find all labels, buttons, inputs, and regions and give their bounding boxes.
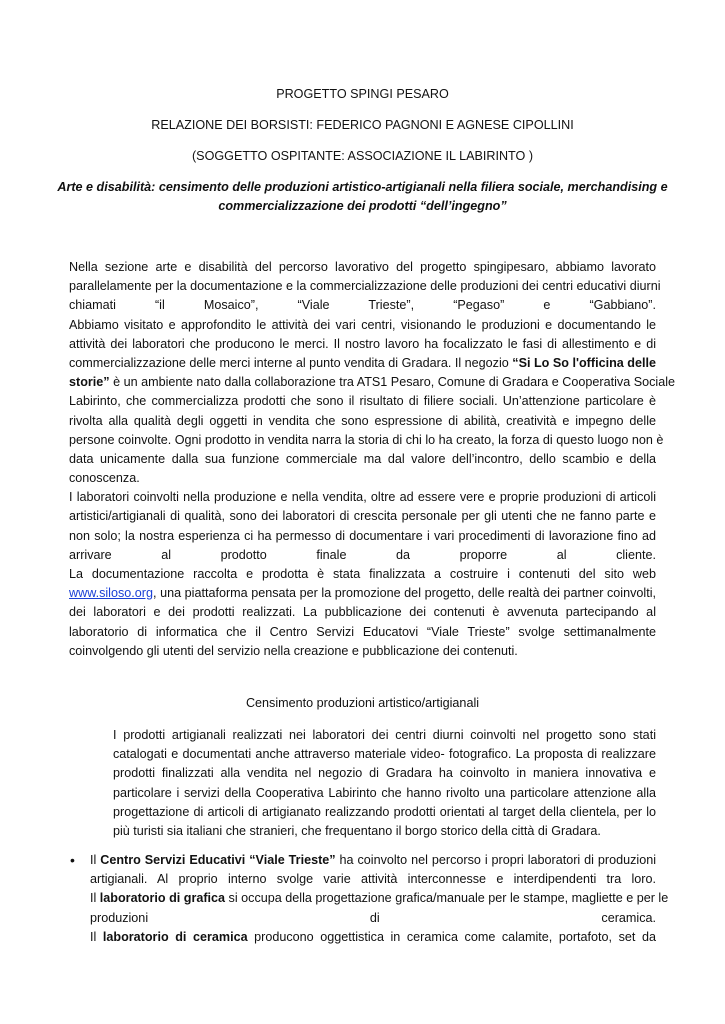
text-segment: arrivare al prodotto finale da proporre al cliente.	[69, 547, 656, 562]
text-segment: commercializzazione delle merci interne al punto vendita di Gradara. Il negozio	[69, 355, 513, 370]
text-segment: Il	[90, 929, 103, 944]
text-segment: producono oggettistica in ceramica come calamite, portafoto, set da	[247, 929, 656, 944]
text-segment: Labirinto, che commercializza prodotti che sono il risultato di filiere sociali. Un’attenzione particolare è	[69, 394, 656, 409]
text-segment: I laboratori coinvolti nella produzione e nella vendita, oltre ad essere vere e proprie produzioni di articoli	[69, 490, 656, 505]
subtitle-line-1: Arte e disabilità: censimento delle produzioni artistico-artigianali nella filiera sociale, merchandising e	[57, 180, 668, 194]
document-subtitle	[0, 178, 725, 216]
text-line	[69, 565, 656, 584]
text-line	[113, 803, 656, 822]
text-segment: persone coinvolte. Ogni prodotto in vendita narra la storia di chi lo ha creato, la forza di questo luogo non è	[69, 432, 664, 447]
text-segment: produzioni di ceramica.	[90, 910, 656, 925]
text-segment: catalogati e documentati anche attraverso materiale video- fotografico. La proposta di realizzare	[113, 747, 656, 762]
bold-text: laboratorio di grafica	[99, 891, 226, 906]
text-line	[69, 258, 656, 277]
text-line	[90, 909, 656, 928]
text-line	[69, 354, 656, 373]
intro-paragraphs	[69, 258, 676, 661]
text-segment: è un ambiente nato dalla collaborazione tra ATS1 Pesaro, Comune di Gradara e Cooperativa Sociale	[109, 375, 676, 390]
text-line	[69, 335, 656, 354]
text-segment: I prodotti artigianali realizzati nei laboratori dei centri diurni coinvolti nel progetto sono stati	[113, 728, 656, 742]
text-segment: chiamati “il Mosaico”, “Viale Trieste”, “Pegaso” e “Gabbiano”.	[69, 298, 656, 313]
section-heading: Censimento produzioni artistico/artigianali	[245, 696, 480, 710]
text-segment: prodotti finalizzati alla vendita nel negozio di Gradara ha coinvolto in maniera innovativa e	[113, 766, 656, 781]
text-segment: dei laboratori e dei prodotti realizzati. La pubblicazione dei contenuti è avvenuta partecipando al	[69, 605, 656, 620]
census-paragraph	[113, 726, 656, 841]
text-line	[69, 450, 656, 469]
text-line	[69, 392, 656, 411]
text-segment: più turisti sia italiani che stranieri, che frequentano il borgo storico della città di Gradara.	[113, 823, 601, 838]
text-segment: Nella sezione arte e disabilità del percorso lavorativo del progetto spingipesaro, abbiamo lavorato	[69, 260, 656, 274]
text-segment: artigianali. Al proprio interno svolge varie attività interconnesse e interdipendenti tra loro.	[90, 872, 656, 887]
text-line	[69, 469, 656, 488]
text-segment: parallelamente per la documentazione e la commercializzazione delle produzioni dei centri educativi diurni	[69, 279, 661, 294]
text-segment: artistici/artigianali di qualità, sono dei laboratori di crescita personale per gli utenti che ne fanno parte e	[69, 509, 656, 524]
text-segment: particolare i servizi della Cooperativa Labirinto che hanno rivolto una particolare attenzione alla	[113, 785, 656, 800]
text-segment: Il	[90, 853, 101, 867]
text-segment: ha coinvolto nel percorso i propri laboratori di produzioni	[335, 853, 657, 867]
text-line	[69, 642, 656, 661]
text-line	[69, 412, 656, 431]
text-line	[69, 527, 656, 546]
text-line	[69, 584, 656, 603]
text-line	[69, 507, 656, 526]
text-line	[69, 316, 656, 335]
project-title: PROGETTO SPINGI PESARO	[276, 87, 449, 101]
text-line	[90, 928, 656, 947]
text-segment: non solo; la nostra esperienza ci ha permesso di documentare i vari procedimenti di lavorazione fino ad	[69, 528, 656, 543]
text-line	[90, 851, 656, 870]
text-line	[113, 784, 656, 803]
text-segment: La documentazione raccolta e prodotta è stata finalizzata a costruire i contenuti del sito web	[69, 567, 656, 581]
report-authors: RELAZIONE DEI BORSISTI: FEDERICO PAGNONI E AGNESE CIPOLLINI	[151, 118, 574, 132]
text-line	[69, 296, 656, 315]
text-line	[113, 726, 656, 745]
text-line	[113, 745, 656, 764]
subtitle-line-2: commercializzazione dei prodotti “dell’ingegno”	[218, 199, 507, 213]
bold-text: Centro Servizi Educativi “Viale Trieste”	[100, 853, 336, 867]
text-segment: progettazione di articoli di artigianato realizzando prodotti orientati al target della clientela, per lo	[113, 804, 656, 819]
text-line	[69, 603, 656, 622]
text-line	[113, 764, 656, 783]
text-line	[90, 889, 669, 908]
text-segment: , una piattaforma pensata per la promozione del progetto, delle realtà dei partner coinvolti,	[153, 586, 656, 601]
bold-text: “Si Lo So l'officina delle	[512, 355, 656, 370]
host-organization: (SOGGETTO OSPITANTE: ASSOCIAZIONE IL LABIRINTO )	[191, 149, 534, 163]
text-line	[69, 373, 676, 392]
text-line	[90, 870, 656, 889]
text-segment: attività dei laboratori che producono le merci. Il nostro lavoro ha focalizzato le fasi di allestimento e di	[69, 336, 656, 351]
text-segment: conoscenza.	[69, 471, 140, 486]
text-segment: coinvolgendo gli utenti del servizio nella creazione e pubblicazione dei contenuti.	[69, 643, 518, 658]
text-line	[69, 546, 656, 565]
bullet-item-viale-trieste	[90, 851, 669, 947]
text-line	[69, 623, 656, 642]
text-segment: Abbiamo visitato e approfondito le attività dei vari centri, visionando le produzioni e documentando le	[69, 317, 656, 332]
text-line	[69, 277, 661, 296]
text-line	[69, 488, 656, 507]
text-line	[113, 822, 656, 841]
text-segment: rivolta alla qualità degli oggetti in vendita che sono espressione di abilità, creatività e impegno delle	[69, 413, 656, 428]
text-segment: si occupa della progettazione grafica/manuale per le stampe, magliette e per le	[225, 891, 669, 906]
text-segment: data unicamente dalla sua funzione commerciale ma dal valore dell’incontro, dello scambio e della	[69, 451, 656, 466]
text-line	[69, 431, 664, 450]
bullet-icon: •	[70, 852, 75, 868]
website-link[interactable]: www.siloso.org	[69, 586, 153, 601]
text-segment: Il	[90, 891, 100, 906]
text-segment: laboratorio di informatica che il Centro Servizi Educatovi “Viale Trieste” svolge settimanalmente	[69, 624, 656, 639]
bold-text: laboratorio di ceramica	[102, 929, 248, 944]
bold-text: storie”	[69, 375, 110, 390]
